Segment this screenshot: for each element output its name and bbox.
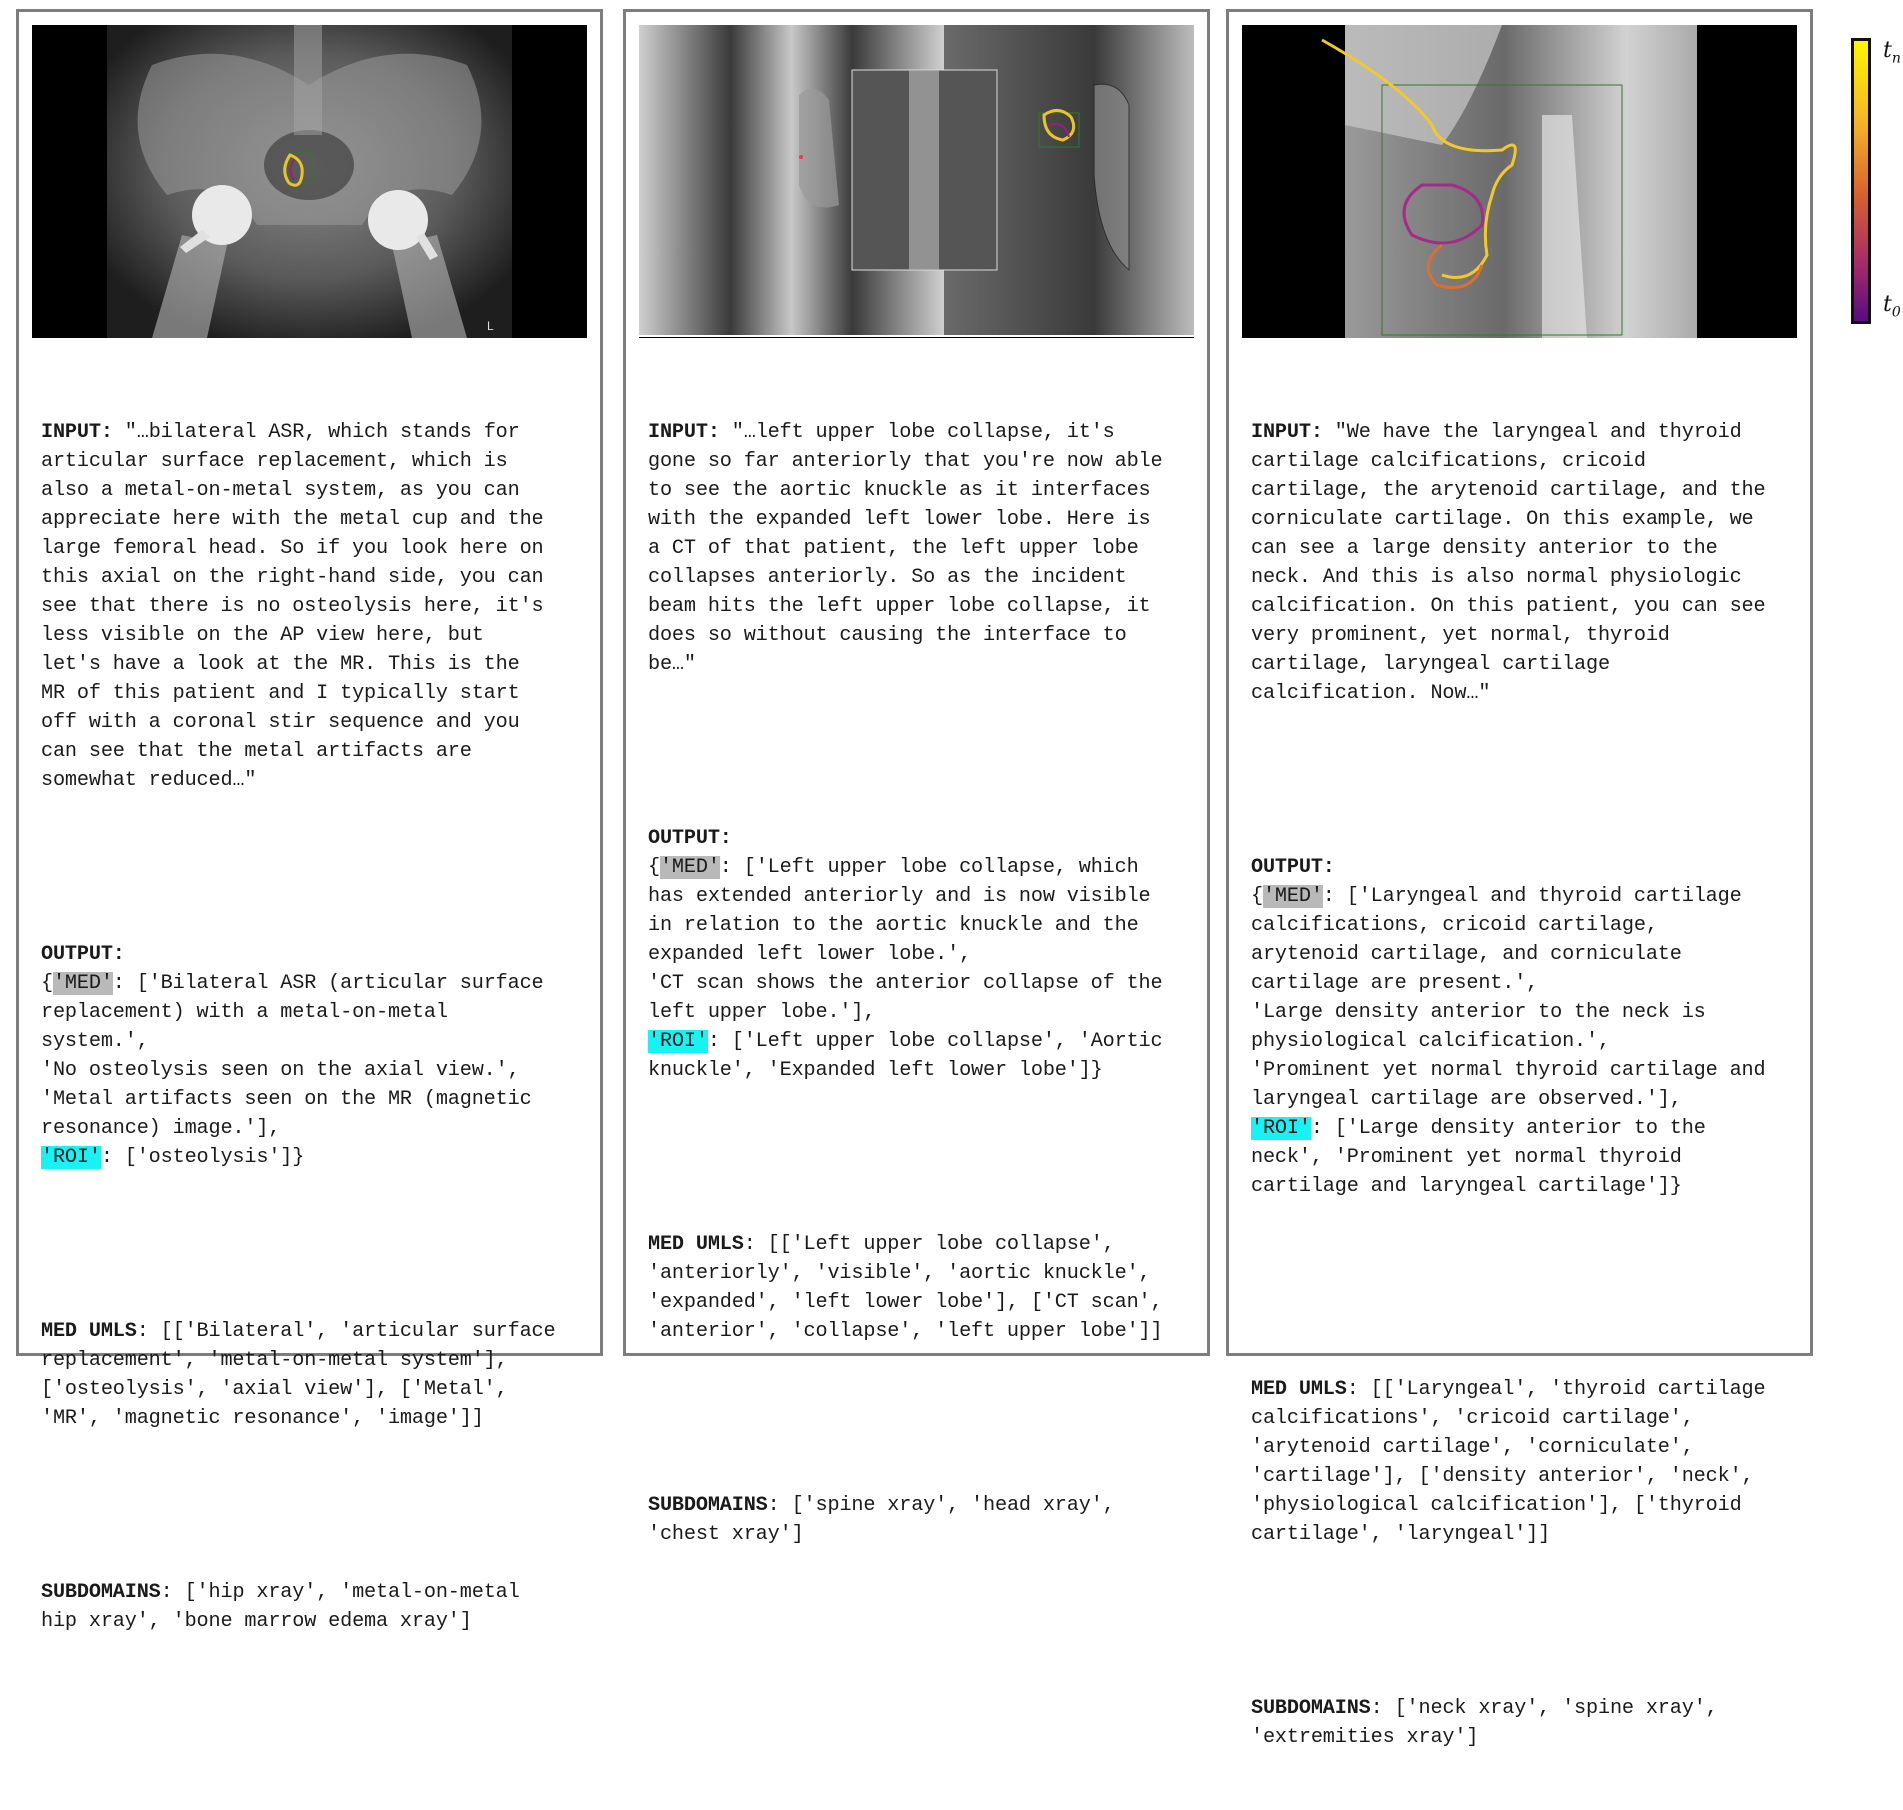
output-label: OUTPUT: — [648, 827, 732, 850]
hip-xray-image — [32, 25, 587, 338]
subdomains-text: : ['hip xray', 'metal-on-metal hip xray', 'bone marrow edema xray'] — [41, 1581, 520, 1633]
input-label: INPUT: — [1251, 421, 1323, 444]
roi-text: : ['Left upper lobe collapse', 'Aortic knuckle', 'Expanded left lower lobe']} — [648, 1030, 1163, 1082]
output-label: OUTPUT: — [41, 943, 125, 966]
umls-label: MED UMLS — [648, 1233, 744, 1256]
example-panel-hip — [16, 9, 603, 1633]
umls-text: : [['Laryngeal', 'thyroid cartilage calcifications', 'cricoid cartilage', 'arytenoid cartilage', 'corniculate', 'cartilage'], ['density anterior', 'neck', 'physiological calcification'], ['thyroid cartilage', 'laryngeal']] — [1251, 1378, 1766, 1546]
input-text: "We have the laryngeal and thyroid cartilage calcifications, cricoid cartilage, the arytenoid cartilage, and the corniculate cartilage. On this example, we can see a large density anterior to the neck. And this is also normal physiologic calcification. On this patient, you can see very prominent, yet normal, thyroid cartilage, laryngeal cartilage calcification. Now…" — [1251, 421, 1766, 705]
roi-text: : ['Large density anterior to the neck', 'Prominent yet normal thyroid cartilage and laryngeal cartilage']} — [1251, 1117, 1706, 1198]
hip-xray-figure — [32, 25, 587, 338]
example-panel-chest — [623, 9, 1210, 1546]
umls-block — [1251, 1375, 1799, 1549]
roi-tag: 'ROI' — [41, 1146, 101, 1169]
umls-block — [41, 1317, 589, 1433]
subdomains-block — [41, 1578, 589, 1636]
input-label: INPUT: — [648, 421, 720, 444]
laterality-marker: L — [487, 319, 494, 333]
colorbar-bottom-sub: 0 — [1891, 304, 1901, 321]
output-block — [1251, 853, 1799, 1201]
subdomains-text: : ['spine xray', 'head xray', 'chest xray'] — [648, 1494, 1115, 1546]
chest-xray-figure — [639, 25, 1194, 338]
umls-label: MED UMLS — [1251, 1378, 1347, 1401]
med-text: : ['Left upper lobe collapse, which has extended anteriorly and is now visible in relation to the aortic knuckle and the expanded left lower lobe.', 'CT scan shows the anterior collapse of the left upper lobe.'], — [648, 856, 1163, 1024]
output-label: OUTPUT: — [1251, 856, 1335, 879]
umls-block — [648, 1230, 1196, 1346]
panel-text — [41, 360, 589, 1694]
med-tag: 'MED' — [659, 856, 720, 879]
roi-text: : ['osteolysis']} — [100, 1146, 305, 1169]
subdomains-label: SUBDOMAINS — [648, 1494, 768, 1517]
output-block — [41, 940, 589, 1172]
input-block — [648, 418, 1196, 679]
med-text: : ['Bilateral ASR (articular surface replacement) with a metal-on-metal system.', 'No osteolysis seen on the axial view.', 'Metal artifacts seen on the MR (magnetic resonance) image.'], — [41, 972, 544, 1140]
med-text: : ['Laryngeal and thyroid cartilage calcifications, cricoid cartilage, arytenoid cartilage, and corniculate cartilage are present.', 'Large density anterior to the neck is physiological calcification.', 'Prominent yet normal thyroid cartilage and laryngeal cartilage are observed.'], — [1251, 885, 1766, 1111]
umls-text: : [['Bilateral', 'articular surface replacement', 'metal-on-metal system'], ['osteolysis', 'axial view'], ['Metal', 'MR', 'magnetic resonance', 'image']] — [41, 1320, 556, 1430]
colorbar-bottom-label — [1883, 292, 1901, 320]
colorbar-top-t: t — [1883, 38, 1892, 63]
input-block — [41, 418, 589, 795]
input-label: INPUT: — [41, 421, 113, 444]
colorbar-bottom-t: t — [1883, 292, 1892, 317]
umls-text: : [['Left upper lobe collapse', 'anteriorly', 'visible', 'aortic knuckle', 'expanded', 'left lower lobe'], ['CT scan', 'anterior', 'collapse', 'left upper lobe']] — [648, 1233, 1163, 1343]
subdomains-block — [1251, 1694, 1799, 1752]
neck-xray-figure — [1242, 25, 1797, 338]
input-text: "…bilateral ASR, which stands for articular surface replacement, which is also a metal-on-metal system, as you can appreciate here with the metal cup and the large femoral head. So if you look here on this axial on the right-hand side, you can see that there is no osteolysis here, it's less visible on the AP view here, but let's have a look at the MR. This is the MR of this patient and I typically start off with a coronal stir sequence and you can see that the metal artifacts are somewhat reduced…" — [41, 421, 544, 792]
input-text: "…left upper lobe collapse, it's gone so far anteriorly that you're now able to see the aortic knuckle as it interfaces with the expanded left lower lobe. Here is a CT of that patient, the left upper lobe collapses anteriorly. So as the incident beam hits the left upper lobe collapse, it does so without causing the interface to be…" — [648, 421, 1163, 676]
colorbar-top-label — [1883, 38, 1901, 66]
subdomains-block — [648, 1491, 1196, 1549]
brace-open: { — [1251, 885, 1263, 908]
example-panel-neck — [1226, 9, 1813, 1749]
roi-tag: 'ROI' — [648, 1030, 708, 1053]
neck-xray-image — [1242, 25, 1797, 338]
brace-open: { — [41, 972, 53, 995]
med-tag: 'MED' — [52, 972, 113, 995]
input-block — [1251, 418, 1799, 708]
output-block — [648, 824, 1196, 1085]
med-tag: 'MED' — [1262, 885, 1323, 908]
subdomains-text: : ['neck xray', 'spine xray', 'extremities xray'] — [1251, 1697, 1718, 1749]
roi-tag: 'ROI' — [1251, 1117, 1311, 1140]
umls-label: MED UMLS — [41, 1320, 137, 1343]
panel-text — [1251, 360, 1799, 1810]
brace-open: { — [648, 856, 660, 879]
subdomains-label: SUBDOMAINS — [1251, 1697, 1371, 1720]
colorbar-top-sub: n — [1891, 50, 1901, 67]
chest-xray-image — [639, 25, 1194, 338]
panel-text — [648, 360, 1196, 1607]
time-colorbar — [1851, 38, 1871, 324]
subdomains-label: SUBDOMAINS — [41, 1581, 161, 1604]
